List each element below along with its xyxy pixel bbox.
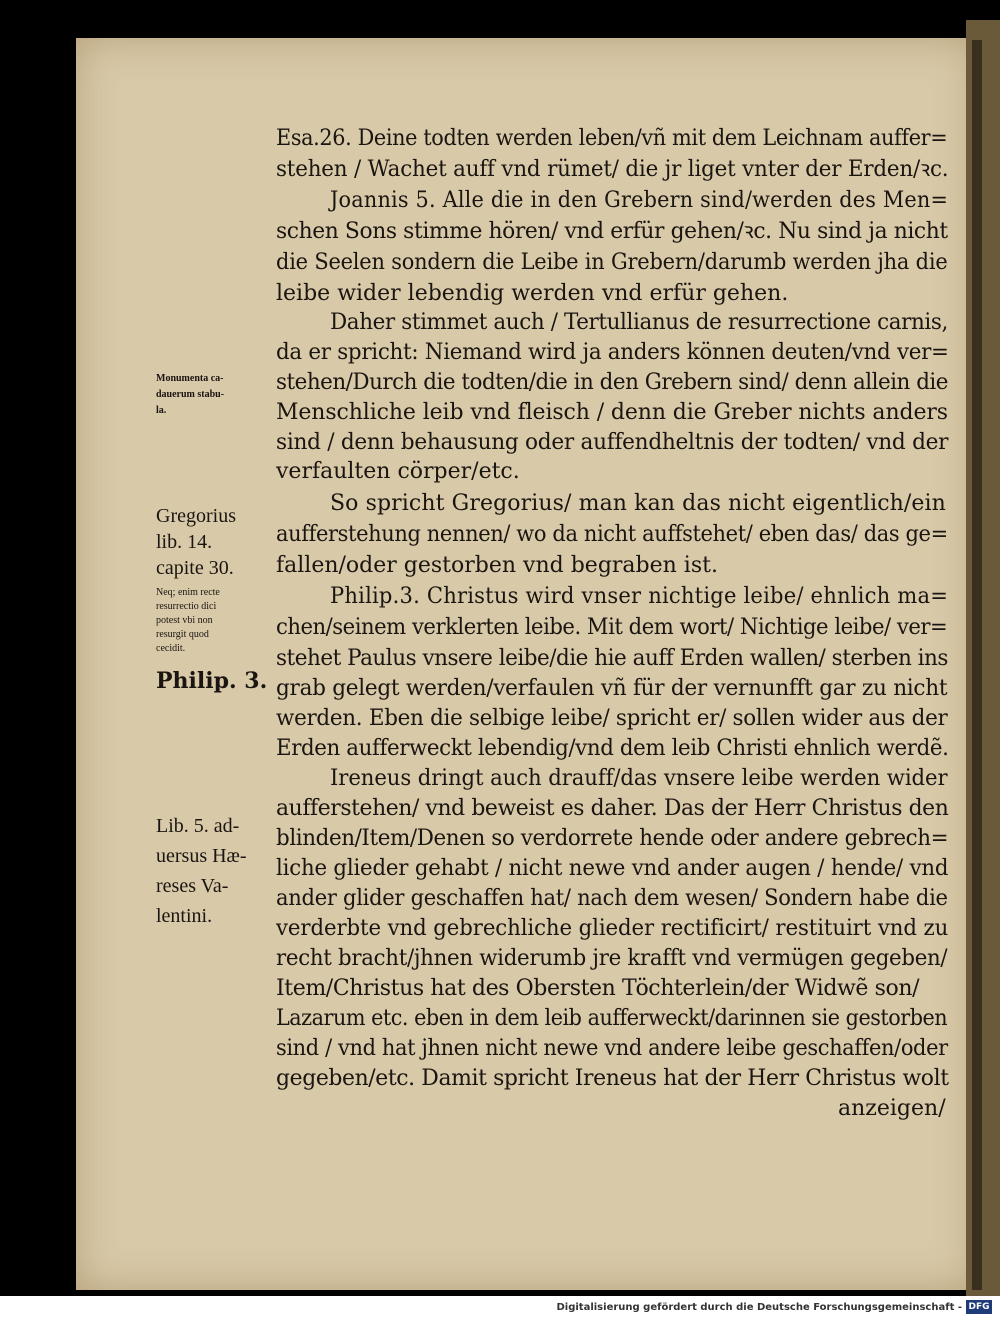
catchword: anzeigen/: [838, 1096, 946, 1121]
text-line: Erden aufferweckt lebendig/vnd dem leib Christi ehnlich werdẽ.: [276, 736, 949, 761]
text-line: sind / denn behausung oder auffendheltnis der todten/ vnd der: [276, 430, 949, 455]
marginal-quote: cecidit.: [156, 643, 186, 654]
text-line: stehen/Durch die todten/die in den Grebern sind/ denn allein die: [276, 370, 948, 395]
marginal-quote: potest vbi non: [156, 615, 213, 626]
text-line: Joannis 5. Alle die in den Grebern sind/werden des Men=: [330, 188, 949, 213]
marginal-note-monumenta: dauerum stabu-: [156, 389, 225, 400]
marginal-note-irenaeus: Lib. 5. ad-: [156, 815, 240, 837]
marginal-note-philip: Philip. 3.: [156, 668, 268, 694]
marginal-quote: Neq; enim recte: [156, 587, 220, 598]
marginal-note-monumenta: Monumenta ca-: [156, 373, 224, 384]
text-line: ander glider geschaffen hat/ nach dem wesen/ Sondern habe die: [276, 886, 948, 911]
text-line: fallen/oder gestorben vnd begraben ist.: [276, 553, 718, 578]
marginal-note-irenaeus: lentini.: [156, 905, 213, 927]
text-line: Menschliche leib vnd fleisch / denn die Greber nichts anders: [276, 400, 948, 425]
footer-credit: Digitalisierung gefördert durch die Deutsche Forschungsgemeinschaft -: [556, 1302, 962, 1313]
marginal-note-irenaeus: uersus Hæ-: [156, 845, 247, 867]
marginal-quote: resurrectio dici: [156, 601, 217, 612]
text-line: chen/seinem verklerten leibe. Mit dem wort/ Nichtige leibe/ ver=: [276, 615, 948, 640]
marginal-note-gregorius: Gregorius: [156, 505, 236, 527]
text-line: recht bracht/jhnen widerumb jre krafft vnd vermügen gegeben/: [276, 946, 948, 971]
text-line: schen Sons stimme hören/ vnd erfür gehen/ꝛc. Nu sind ja nicht: [276, 219, 948, 244]
text-line: So spricht Gregorius/ man kan das nicht eigentlich/ein: [330, 491, 946, 516]
text-line: Philip.3. Christus wird vnser nichtige leibe/ ehnlich ma=: [330, 584, 949, 609]
text-line: Item/Christus hat des Obersten Töchterlein/der Widwẽ son/: [276, 976, 920, 1001]
text-line: da er spricht: Niemand wird ja anders können deuten/vnd ver=: [276, 340, 949, 365]
marginal-note-irenaeus: reses Va-: [156, 875, 229, 897]
text-line: aufferstehung nennen/ wo da nicht auffstehet/ eben das/ das ge=: [276, 522, 948, 547]
text-line: Lazarum etc. eben in dem leib aufferweckt/darinnen sie gestorben: [276, 1006, 948, 1031]
text-line: Daher stimmet auch / Tertullianus de resurrectione carnis,: [330, 310, 948, 335]
text-line: stehet Paulus vnsere leibe/die hie auff Erden wallen/ sterben ins: [276, 646, 948, 671]
marginal-note-gregorius: lib. 14.: [156, 531, 213, 553]
page-fold-shadow: [972, 40, 982, 1290]
text-line: leibe wider lebendig werden vnd erfür gehen.: [276, 281, 789, 306]
text-line: blinden/Item/Denen so verdorrete hende oder andere gebrech=: [276, 826, 949, 851]
text-line: aufferstehen/ vnd beweist es daher. Das der Herr Christus den: [276, 796, 949, 821]
footer-bar: [0, 1296, 1000, 1320]
text-line: verderbte vnd gebrechliche glieder rectificirt/ restituirt vnd zu: [276, 916, 949, 941]
text-line: die Seelen sondern die Leibe in Grebern/darumb werden jha die: [276, 250, 948, 275]
text-line: verfaulten cörper/etc.: [276, 459, 520, 484]
text-line: gegeben/etc. Damit spricht Ireneus hat der Herr Christus wolt: [276, 1066, 949, 1091]
text-line: liche glieder gehabt / nicht newe vnd ander augen / hende/ vnd: [276, 856, 949, 881]
marginal-note-gregorius: capite 30.: [156, 557, 234, 579]
text-line: sind / vnd hat jhnen nicht newe vnd andere leibe geschaffen/oder: [276, 1036, 948, 1061]
text-line: Ireneus dringt auch drauff/das vnsere leibe werden wider: [330, 766, 948, 791]
text-line: stehen / Wachet auff vnd rümet/ die jr liget vnter der Erden/ꝛc.: [276, 157, 949, 182]
marginal-note-monumenta: la.: [156, 405, 167, 416]
text-line: Esa.26. Deine todten werden leben/vñ mit dem Leichnam auffer=: [276, 126, 948, 151]
dfg-logo: DFG: [966, 1300, 992, 1314]
text-line: grab gelegt werden/verfaulen vñ für der vernunfft gar zu nicht: [276, 676, 948, 701]
marginal-quote: resurgit quod: [156, 629, 209, 640]
text-line: werden. Eben die selbige leibe/ spricht er/ sollen wider aus der: [276, 706, 948, 731]
